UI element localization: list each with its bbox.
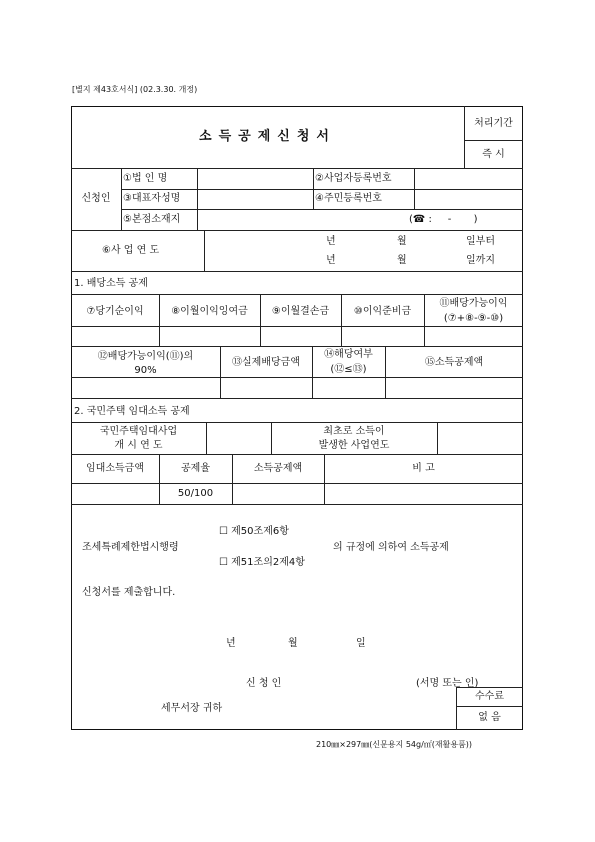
sign-or-seal: (서명 또는 인)	[416, 678, 479, 689]
first-income-year-label-2: 발생한 사업연도	[318, 440, 390, 451]
rep-name-field[interactable]	[198, 190, 312, 208]
corp-name-label: ①법 인 명	[123, 173, 168, 184]
deduction-rate-value: 50/100	[177, 488, 214, 499]
month-from: 월	[397, 236, 407, 247]
phone-field: (☎ : - )	[409, 214, 478, 225]
col15-header: ⑮소득공제액	[424, 357, 484, 368]
option-article-51[interactable]: ☐ 제51조의2제4항	[219, 557, 305, 568]
business-year-label: ⑥사 업 연 도	[102, 245, 160, 256]
start-year-label-2: 개 시 연 도	[114, 440, 163, 451]
col14-condition: (⑫≤⑬)	[330, 364, 367, 375]
date-day: 일	[356, 638, 366, 649]
form-title: 소득공제신청서	[199, 129, 336, 144]
col8-header: ⑧이월이익잉여금	[171, 306, 248, 317]
col10-header: ⑩이익준비금	[353, 306, 412, 317]
head-office-field[interactable]	[198, 210, 398, 229]
section1-title: 1. 배당소득 공제	[74, 278, 148, 289]
applicant-signature-label: 신 청 인	[246, 678, 282, 689]
start-year-label: 국민주택임대사업	[99, 426, 178, 437]
processing-period-value: 즉 시	[482, 149, 505, 160]
col11-formula: (⑦+⑧-⑨-⑩)	[443, 313, 504, 324]
col7-header: ⑦당기순이익	[86, 306, 144, 317]
first-income-year-label: 최초로 소득이	[323, 426, 385, 437]
resident-no-field[interactable]	[415, 190, 522, 208]
paper-spec-note: 210㎜×297㎜(신문용지 54g/㎡(재활용품))	[316, 740, 473, 749]
fee-label: 수수료	[475, 691, 504, 702]
biz-reg-no-label: ②사업자등록번호	[315, 173, 392, 184]
head-office-label: ⑤본점소재지	[123, 214, 181, 225]
applicant-label: 신청인	[81, 193, 111, 204]
date-year: 년	[226, 638, 236, 649]
declaration-line2: 신청서를 제출합니다.	[82, 587, 176, 598]
col12-header: ⑫배당가능이익(⑪)의	[97, 351, 194, 362]
law-name: 조세특례제한법시행령	[82, 542, 179, 553]
date-month: 월	[288, 638, 298, 649]
col11-header: ⑪배당가능이익	[439, 298, 508, 309]
col12-percent: 90%	[134, 365, 157, 376]
deduction-rate-header: 공제율	[181, 463, 210, 474]
remarks-header: 비 고	[412, 463, 435, 474]
day-from: 일부터	[466, 236, 495, 247]
processing-period-label: 처리기간	[474, 118, 513, 129]
option-article-50[interactable]: ☐ 제50조제6항	[219, 526, 289, 537]
fee-value: 없 음	[478, 712, 501, 723]
rep-name-label: ③대표자성명	[123, 193, 181, 204]
resident-no-label: ④주민등록번호	[315, 193, 382, 204]
col14-header: ⑭해당여부	[324, 349, 373, 360]
month-to: 월	[397, 255, 407, 266]
day-to: 일까지	[466, 255, 495, 266]
section2-title: 2. 국민주택 임대소득 공제	[74, 406, 190, 417]
declaration-tail: 의 규정에 의하여 소득공제	[333, 542, 449, 553]
biz-reg-no-field[interactable]	[415, 169, 522, 188]
deduction-amount-header: 소득공제액	[253, 463, 303, 474]
form-number-note: [별지 제43호서식] (02.3.30. 개정)	[72, 85, 198, 94]
col13-header: ⑬실제배당금액	[232, 357, 300, 368]
year-to: 년	[326, 255, 336, 266]
addressee: 세무서장 귀하	[161, 703, 223, 714]
year-from: 년	[326, 236, 336, 247]
rental-income-header: 임대소득금액	[86, 463, 144, 474]
col9-header: ⑨이월결손금	[271, 306, 330, 317]
corp-name-field[interactable]	[198, 169, 312, 188]
